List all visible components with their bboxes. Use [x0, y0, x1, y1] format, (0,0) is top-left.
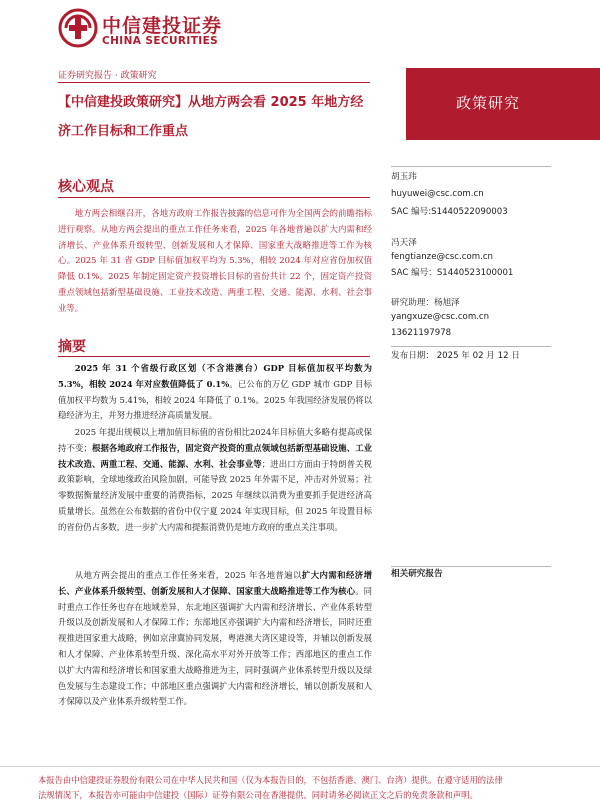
- summary-p3-intro: 从地方两会提出的重点工作任务来看，2025 年各地普遍以: [74, 570, 302, 580]
- summary-p3-highlight: 扩大内需和经济增长、产业体系升级转型、创新发展和人才保障、国家重大战略推进等工作为核心: [58, 570, 372, 596]
- analyst-2-email[interactable]: fengtianze@csc.com.cn: [391, 252, 493, 262]
- summary-p3-text: 。同时重点工作任务也存在地域差异，东北地区强调扩大内需和经济增长、产业体系转型升级以及创新发展和人才保障工作；东部地区亦强调扩大内需和经济增长，同时还重视推进国家重大战略，例如京津冀协同发展，粤港澳大湾区建设等，并辅以创新发展和人才保障、产业体系转型升级、深化高水平对外开放等工作；西部地区的重点工作以扩大内需和经济增长和国家重大战略推进为主，同时强调产业体系转型升级以及绿色发展与生态建设工作；中部地区重点强调扩大内需和经济增长，辅以创新发展和人才保障以及产业体系升级转型工作。: [58, 585, 373, 707]
- report-type: 证券研究报告 · 政策研究: [58, 71, 157, 81]
- research-assistant: 研究助理：杨旭泽: [391, 298, 460, 308]
- core-view-divider: [58, 197, 370, 198]
- summary-p2-intro: 2025 年提出规模以上增加值目标值的省份相比2024年目标值大多略有提高或保持不变；: [58, 427, 372, 453]
- summary-paragraph-2: [58, 425, 372, 536]
- core-view-text: 地方两会相继召开，各地方政府工作报告披露的信息可作为全国两会的前瞻指标进行观察。从地方两会提出的重点工作任务来看，2025 年各地普遍以扩大内需和经济增长、产业体系升级转型、创新发展和人才保障、国家重大战略推进等工作为核心。2025 年 31 省 GDP 目标值加权平均为 5.3%，相较 2024 年对应省份加权值降低 0.1%。2025 年制定固定资产投资增长目标的省份共计 22 个，固定资产投资重点领域包括新型基础设施、工业技术改造、两重工程、交通、能源、水利、社会事业等。: [58, 208, 372, 313]
- analyst-1-name: 胡玉玮: [391, 172, 417, 182]
- summary-p2-text: ；进出口方面由于特朗普关税政策影响，全球地缘政治风险加剧，可能导致 2025 年外需不足，冲击对外贸易；社零数据衡量经济发展中重要的消费指标，2025 年继续以消费为重要抓手促进经济高质量增长。虽然在公布数据的省份中仅宁夏 2024 年实现目标，但 2025 年设置目标的省份仍占多数，进一步扩大内需和提振消费仍是地方政府的重点关注事项。: [58, 458, 372, 532]
- brand-name-cn: 中信建投证券: [102, 15, 223, 37]
- brand-name-en: CHINA SECURITIES: [102, 35, 219, 47]
- assistant-email[interactable]: yangxuze@csc.com.cn: [391, 312, 490, 322]
- disclaimer-line-1: 本报告由中信建投证券股份有限公司在中华人民共和国（仅为本报告目的，不包括香港、澳门、台湾）提供。在遵守适用的法律: [38, 775, 503, 785]
- footer-divider: [0, 766, 600, 767]
- summary-divider: [58, 356, 370, 357]
- analyst-1-email[interactable]: huyuwei@csc.com.cn: [391, 189, 484, 199]
- assistant-phone: 13621197978: [391, 328, 452, 338]
- disclaimer: [38, 773, 600, 800]
- disclaimer-line-2: 法规情况下，本报告亦可能由中信建投（国际）证券有限公司在香港提供。同时请务必阅读正文之后的免责条款和声明。: [38, 790, 478, 800]
- publish-date: 发布日期： 2025 年 02 月 12 日: [391, 351, 520, 361]
- summary-paragraph-3: [58, 568, 372, 710]
- analyst-2-sac: SAC 编号：S1440523100001: [391, 268, 514, 278]
- analyst-1-sac: SAC 编号:S1440522090003: [391, 207, 508, 217]
- category-banner: [406, 68, 600, 140]
- sidebar-divider-top: [391, 166, 551, 167]
- summary-p1-highlight: 2025 年 31 个省级行政区划（不含港澳台）GDP 目标值加权平均数为 5.3%，相较 2024 年对应数值降低了 0.1%: [58, 363, 372, 389]
- summary-p2-highlight: 根据各地政府工作报告，固定资产投资的重点领域包括新型基础设施、工业技术改造、两重工程、交通、能源、水利、社会事业等: [58, 442, 372, 469]
- analyst-2-name: 冯天泽: [391, 238, 417, 248]
- summary-p1-text: 。已公布的万亿 GDP 城市 GDP 目标值加权平均数为 5.41%，相较 2024 年降低了 0.1%。2025 年我国经济发展仍将以稳经济为主，并努力推进经济高质量发展。: [58, 378, 372, 421]
- report-title: 【中信建投政策研究】从地方两会看 2025 年地方经济工作目标和工作重点: [58, 95, 364, 139]
- category-label: 政策研究: [456, 94, 521, 112]
- summary-heading: 摘要: [58, 339, 86, 355]
- logo-mark-icon: [58, 8, 98, 48]
- sidebar-divider-mid: [391, 346, 551, 347]
- summary-paragraph-1: [58, 361, 372, 424]
- related-reports-heading: 相关研究报告: [391, 569, 443, 579]
- header-divider: [58, 82, 370, 83]
- company-logo: [58, 8, 258, 52]
- core-view-heading: 核心观点: [58, 179, 114, 195]
